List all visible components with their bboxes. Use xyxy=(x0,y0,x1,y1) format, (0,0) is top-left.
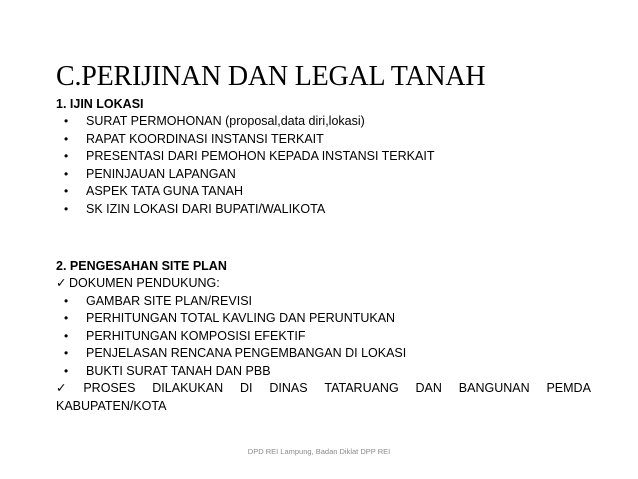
process-note xyxy=(56,380,591,398)
list-item-text: PERHITUNGAN TOTAL KAVLING DAN PERUNTUKAN xyxy=(86,311,396,325)
section-heading: 1. IJIN LOKASI xyxy=(56,97,144,111)
list-item-text: ASPEK TATA GUNA TANAH xyxy=(86,184,243,198)
list-item xyxy=(56,183,591,201)
list-item-text: BUKTI SURAT TANAH DAN PBB xyxy=(86,363,271,378)
list-item xyxy=(56,363,591,381)
bullet-icon: • xyxy=(64,184,69,198)
list-item xyxy=(56,148,591,166)
process-word: BANGUNAN xyxy=(458,381,530,395)
process-word: PEMDA xyxy=(546,381,591,395)
list-item-text: PERHITUNGAN KOMPOSISI EFEKTIF xyxy=(86,328,306,343)
list-item-text: PRESENTASI DARI PEMOHON KEPADA INSTANSI TERKAIT xyxy=(86,149,435,163)
list-item-text: GAMBAR SITE PLAN/REVISI xyxy=(86,293,253,308)
bullet-icon: • xyxy=(64,363,69,378)
list-item xyxy=(56,201,591,219)
list-item-text: RAPAT KOORDINASI INSTANSI TERKAIT xyxy=(86,131,324,146)
process-word: DAN xyxy=(415,381,442,395)
bullet-icon: • xyxy=(64,311,69,325)
list-item xyxy=(56,328,591,346)
bullet-icon: • xyxy=(64,328,69,343)
bullet-icon: • xyxy=(64,293,69,308)
process-word: DINAS xyxy=(269,381,308,395)
list-item xyxy=(56,113,591,131)
bullet-icon: • xyxy=(64,166,69,181)
bullet-icon: • xyxy=(64,114,69,128)
process-word: PROSES xyxy=(83,381,136,395)
checkmark-icon: ✓ xyxy=(56,276,67,290)
checkmark-icon: ✓ xyxy=(56,381,67,395)
slide-title: C.PERIJINAN DAN LEGAL TANAH xyxy=(56,61,486,92)
section-ijin-lokasi xyxy=(56,96,591,218)
process-word: TATARUANG xyxy=(324,381,399,395)
list-item xyxy=(56,310,591,328)
supporting-documents-label xyxy=(56,275,591,293)
bullet-icon: • xyxy=(64,149,69,163)
process-word: DILAKUKAN xyxy=(152,381,224,395)
ijin-lokasi-list xyxy=(56,113,591,218)
bullet-icon: • xyxy=(64,346,69,360)
list-item-text: SK IZIN LOKASI DARI BUPATI/WALIKOTA xyxy=(86,201,326,216)
supporting-documents-text: DOKUMEN PENDUKUNG: xyxy=(69,276,220,290)
list-item xyxy=(56,293,591,311)
site-plan-list xyxy=(56,293,591,381)
list-item-text: SURAT PERMOHONAN (proposal,data diri,lokasi) xyxy=(86,114,365,128)
slide-footer: DPD REI Lampung, Badan Diklat DPP REI xyxy=(247,447,391,456)
section-pengesahan-site-plan xyxy=(56,258,591,415)
list-item xyxy=(56,166,591,184)
bullet-icon: • xyxy=(64,131,69,146)
list-item xyxy=(56,131,591,149)
bullet-icon: • xyxy=(64,201,69,216)
section-heading: 2. PENGESAHAN SITE PLAN xyxy=(56,259,227,273)
process-note-continuation: KABUPATEN/KOTA xyxy=(56,398,167,413)
list-item xyxy=(56,345,591,363)
process-word: DI xyxy=(239,381,253,395)
list-item-text: PENJELASAN RENCANA PENGEMBANGAN DI LOKASI xyxy=(86,346,407,360)
list-item-text: PENINJAUAN LAPANGAN xyxy=(86,166,236,181)
